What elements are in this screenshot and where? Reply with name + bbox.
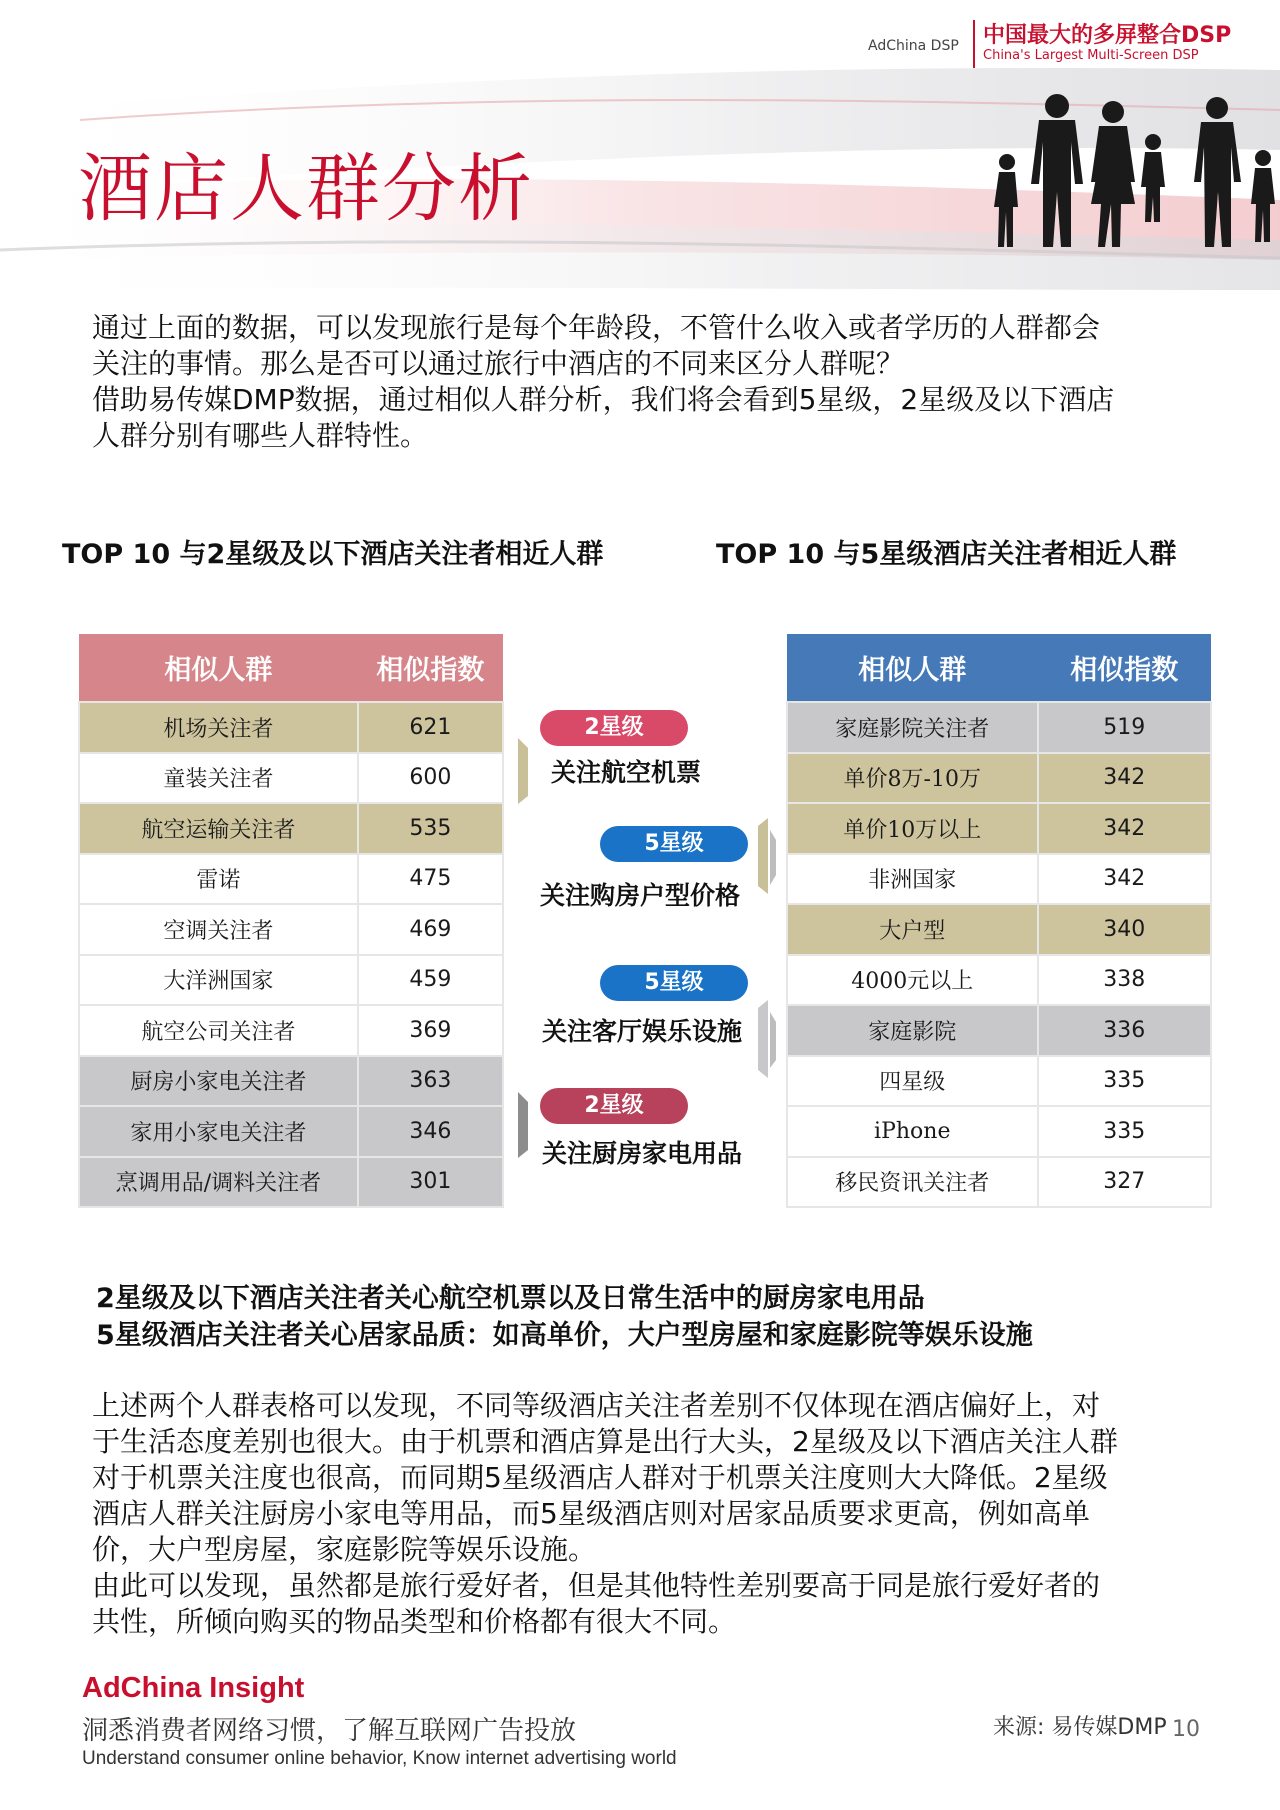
similarity-index-cell: 342 [1038, 854, 1211, 905]
left-table-heading: TOP 10 与2星级及以下酒店关注者相近人群 [62, 539, 604, 570]
badge-2star-kitchen: 2星级 [540, 1088, 688, 1124]
similarity-index-cell: 335 [1038, 1056, 1211, 1107]
paragraph-line: 由此可以发现，虽然都是旅行爱好者，但是其他特性差别要高于同是旅行爱好者的 [92, 1569, 1101, 1602]
similarity-index-cell: 363 [358, 1056, 503, 1107]
similarity-index-cell: 336 [1038, 1005, 1211, 1056]
conclusion-line: 2星级及以下酒店关注者关心航空机票以及日常生活中的厨房家电用品 [96, 1283, 925, 1314]
group-name-cell: 空调关注者 [79, 904, 358, 955]
footer-tagline-cn: 洞悉消费者网络习惯，了解互联网广告投放 [82, 1716, 577, 1746]
similarity-index-cell: 600 [358, 753, 503, 804]
table-row [79, 854, 503, 905]
paragraph-line: 上述两个人群表格可以发现，不同等级酒店关注者差别不仅体现在酒店偏好上，对 [92, 1389, 1101, 1422]
intro-line: 通过上面的数据，可以发现旅行是每个年龄段，不管什么收入或者学历的人群都会 [92, 311, 1101, 344]
group-name-cell: 单价10万以上 [787, 803, 1038, 854]
left-similarity-table [78, 634, 504, 1208]
footer-brand: AdChina Insight [82, 1672, 305, 1704]
group-name-cell: 雷诺 [79, 854, 358, 905]
label-airline-tickets: 关注航空机票 [551, 758, 702, 787]
intro-line: 人群分别有哪些人群特性。 [92, 419, 429, 452]
similarity-index-cell: 301 [358, 1157, 503, 1208]
similarity-index-cell: 621 [358, 702, 503, 753]
group-name-cell: 大户型 [787, 904, 1038, 955]
table-header-index: 相似指数 [358, 634, 503, 702]
family-silhouette-icon [985, 92, 1280, 252]
table-row [787, 753, 1211, 804]
paragraph-line: 对于机票关注度也很高，而同期5星级酒店人群对于机票关注度则大大降低。2星级 [92, 1461, 1108, 1494]
similarity-index-cell: 475 [358, 854, 503, 905]
intro-line: 借助易传媒DMP数据，通过相似人群分析，我们将会看到5星级，2星级及以下酒店 [92, 383, 1115, 416]
group-name-cell: 家用小家电关注者 [79, 1106, 358, 1157]
group-name-cell: 烹调用品/调料关注者 [79, 1157, 358, 1208]
group-name-cell: 大洋洲国家 [79, 955, 358, 1006]
similarity-index-cell: 519 [1038, 702, 1211, 753]
brand-small: AdChina DSP [868, 38, 959, 54]
paragraph-line: 于生活态度差别也很大。由于机票和酒店算是出行大头，2星级及以下酒店关注人群 [92, 1425, 1118, 1458]
conclusion-line: 5星级酒店关注者关心居家品质：如高单价，大户型房屋和家庭影院等娱乐设施 [96, 1320, 1033, 1351]
table-row [79, 702, 503, 753]
page-title: 酒店人群分析 [78, 146, 534, 232]
analysis-paragraph [92, 1388, 1212, 1640]
table-row [787, 702, 1211, 753]
group-name-cell: 童装关注者 [79, 753, 358, 804]
similarity-index-cell: 338 [1038, 955, 1211, 1006]
badge-5star-housing: 5星级 [600, 826, 748, 862]
similarity-index-cell: 535 [358, 803, 503, 854]
intro-text [92, 310, 1212, 454]
paragraph-line: 共性，所倾向购买的物品类型和价格都有很大不同。 [92, 1605, 737, 1638]
page-number: 10 [1172, 1717, 1200, 1742]
brand-divider [973, 20, 975, 68]
similarity-index-cell: 342 [1038, 803, 1211, 854]
similarity-index-cell: 369 [358, 1005, 503, 1056]
paragraph-line: 价，大户型房屋，家庭影院等娱乐设施。 [92, 1533, 597, 1566]
table-row [787, 1056, 1211, 1107]
group-name-cell: 家庭影院 [787, 1005, 1038, 1056]
intro-line: 关注的事情。那么是否可以通过旅行中酒店的不同来区分人群呢？ [92, 347, 905, 380]
similarity-index-cell: 335 [1038, 1106, 1211, 1157]
group-name-cell: 机场关注者 [79, 702, 358, 753]
label-housing-price: 关注购房户型价格 [540, 881, 741, 910]
label-kitchen-appliances: 关注厨房家电用品 [542, 1139, 743, 1168]
table-row [787, 1106, 1211, 1157]
table-row [79, 803, 503, 854]
table-row [787, 904, 1211, 955]
similarity-index-cell: 327 [1038, 1157, 1211, 1208]
group-name-cell: 移民资讯关注者 [787, 1157, 1038, 1208]
brand-en: China's Largest Multi-Screen DSP [983, 48, 1199, 63]
group-name-cell: 航空公司关注者 [79, 1005, 358, 1056]
badge-2star-airline: 2星级 [540, 710, 688, 746]
group-name-cell: 厨房小家电关注者 [79, 1056, 358, 1107]
table-row [787, 1157, 1211, 1208]
paragraph-line: 酒店人群关注厨房小家电等用品，而5星级酒店则对居家品质要求更高，例如高单 [92, 1497, 1090, 1530]
table-row [787, 955, 1211, 1006]
table-row [787, 803, 1211, 854]
table-header-group: 相似人群 [79, 634, 358, 702]
conclusion [96, 1280, 1033, 1354]
table-row [787, 854, 1211, 905]
similarity-index-cell: 340 [1038, 904, 1211, 955]
table-row [79, 955, 503, 1006]
group-name-cell: iPhone [787, 1106, 1038, 1157]
table-row [787, 1005, 1211, 1056]
footer-tagline-en: Understand consumer online behavior, Know internet advertising world [82, 1748, 677, 1769]
table-header-group: 相似人群 [787, 634, 1038, 702]
group-name-cell: 航空运输关注者 [79, 803, 358, 854]
group-name-cell: 单价8万-10万 [787, 753, 1038, 804]
table-row [79, 1106, 503, 1157]
table-row [79, 904, 503, 955]
table-header-index: 相似指数 [1038, 634, 1211, 702]
label-living-room-entertainment: 关注客厅娱乐设施 [542, 1017, 743, 1046]
brand-cn: 中国最大的多屏整合DSP [983, 23, 1232, 48]
similarity-index-cell: 459 [358, 955, 503, 1006]
table-row [79, 1056, 503, 1107]
badge-5star-entertainment: 5星级 [600, 965, 748, 1001]
group-name-cell: 4000元以上 [787, 955, 1038, 1006]
similarity-index-cell: 342 [1038, 753, 1211, 804]
table-row [79, 1157, 503, 1208]
group-name-cell: 家庭影院关注者 [787, 702, 1038, 753]
similarity-index-cell: 469 [358, 904, 503, 955]
similarity-index-cell: 346 [358, 1106, 503, 1157]
table-row [79, 1005, 503, 1056]
group-name-cell: 非洲国家 [787, 854, 1038, 905]
right-similarity-table [786, 634, 1212, 1208]
source-note: 来源: 易传媒DMP [993, 1715, 1167, 1740]
group-name-cell: 四星级 [787, 1056, 1038, 1107]
table-row [79, 753, 503, 804]
right-table-heading: TOP 10 与5星级酒店关注者相近人群 [716, 539, 1177, 570]
